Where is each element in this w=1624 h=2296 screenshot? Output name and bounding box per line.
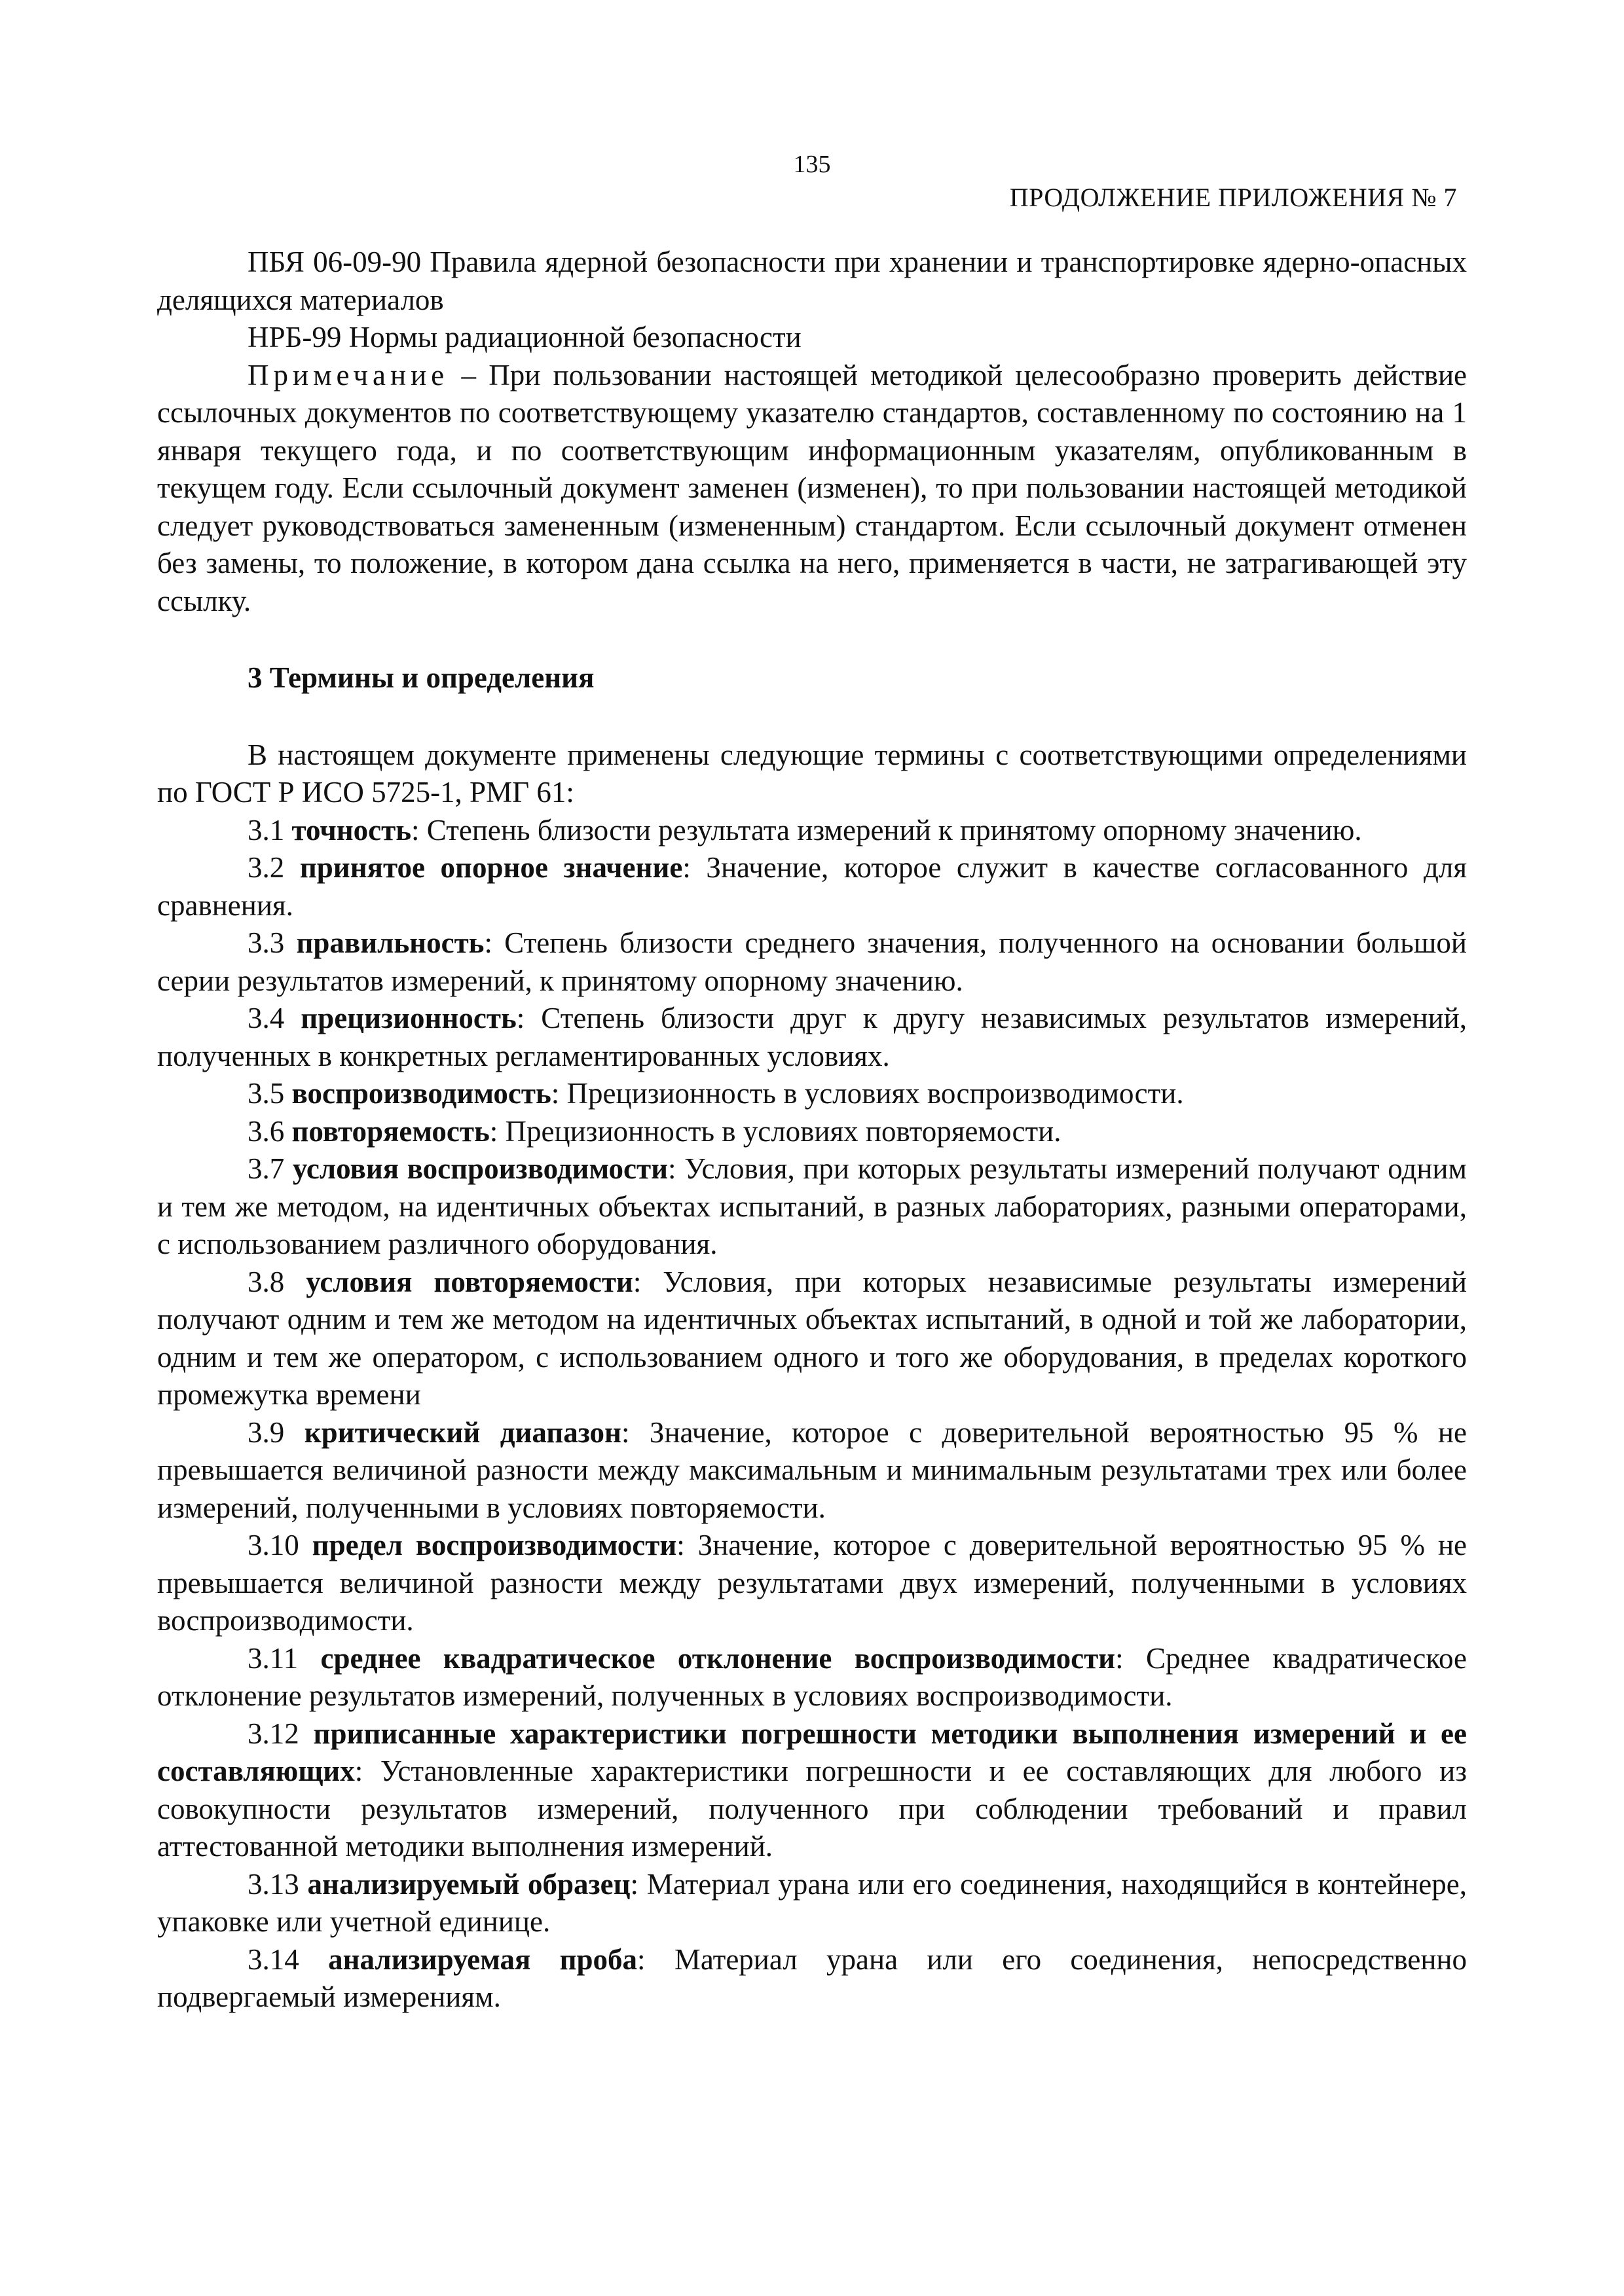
term-text: : Материал урана или его соединения, непосредственно подвергаемый измерениям.: [157, 1942, 1467, 2013]
term-definition: [157, 1113, 1467, 1151]
term-definition: [157, 1414, 1467, 1527]
term-number: 3.13: [248, 1867, 308, 1901]
term-name: правильность: [296, 926, 485, 959]
term-name: условия повторяемости: [306, 1265, 633, 1298]
term-text: : Условия, при которых результаты измерений получают одним и тем же методом, на идентичных объектах испытаний, в разных лабораториях, разными операторами, с использованием различного оборудования.: [157, 1152, 1467, 1260]
term-name: повторяемость: [291, 1114, 490, 1148]
term-name: прецизионность: [301, 1002, 517, 1034]
term-number: 3.4: [248, 1002, 301, 1034]
term-definition: [157, 924, 1467, 1000]
term-number: 3.1: [248, 813, 292, 847]
reference-item: ПБЯ 06-09-90 Правила ядерной безопасности при хранении и транспортировке ядерно-опасных делящихся материалов: [157, 246, 1467, 316]
section-intro: В настоящем документе применены следующие термины с соответствующими определениями по ГОСТ Р ИСО 5725-1, РМГ 61:: [157, 738, 1467, 809]
term-definition: [157, 1640, 1467, 1715]
term-text: : Материал урана или его соединения, находящийся в контейнере, упаковке или учетной единице.: [157, 1867, 1467, 1938]
running-header: ПРОДОЛЖЕНИЕ ПРИЛОЖЕНИЯ № 7: [1009, 183, 1457, 212]
section-title: 3 Термины и определения: [248, 661, 595, 694]
term-text: : Степень близости друг к другу независимых результатов измерений, полученных в конкретных регламентированных условиях.: [157, 1002, 1467, 1072]
term-definition: [157, 1527, 1467, 1640]
term-name: анализируемый образец: [307, 1867, 631, 1901]
term-text: : Значение, которое служит в качестве согласованного для сравнения.: [157, 851, 1467, 922]
term-definition: [157, 1715, 1467, 1866]
term-definition: [157, 1264, 1467, 1414]
term-definition: [157, 1000, 1467, 1075]
term-text: : Условия, при которых независимые результаты измерений получают одним и тем же методом на идентичных объектах испытаний, в одной и той же лаборатории, одним и тем же оператором, с использованием одного и того же оборудования, в пределах короткого промежутка времени: [157, 1265, 1467, 1411]
term-text: : Степень близости результата измерений к принятому опорному значению.: [411, 813, 1362, 847]
term-number: 3.7: [248, 1152, 293, 1185]
term-number: 3.14: [248, 1942, 329, 1976]
note-label: Примечание: [248, 358, 449, 392]
term-text: : Степень близости среднего значения, полученного на основании большой серии результатов измерений, к принятому опорному значению.: [157, 926, 1467, 997]
term-number: 3.11: [248, 1641, 321, 1675]
term-definition: [157, 1941, 1467, 2016]
terms-list: [157, 812, 1467, 2016]
term-definition: [157, 812, 1467, 850]
term-text: : Установленные характеристики погрешности и ее составляющих для любого из совокупности результатов измерений, полученного при соблюдении требований и правил аттестованной методики выполнения измерений.: [157, 1755, 1467, 1863]
page-number: 135: [793, 151, 831, 178]
term-text: : Среднее квадратическое отклонение результатов измерений, полученных в условиях воспроизводимости.: [157, 1641, 1467, 1712]
term-name: принятое опорное значение: [299, 851, 683, 884]
term-definition: [157, 849, 1467, 924]
term-text: : Значение, которое с доверительной вероятностью 95 % не превышается величиной разности между максимальным и минимальным результатами трех или более измерений, полученными в условиях повторяемости.: [157, 1415, 1467, 1524]
term-name: критический диапазон: [304, 1415, 621, 1449]
note-text: – При пользовании настоящей методикой целесообразно проверить действие ссылочных документов по соответствующему указателю стандартов, составленному по состоянию на 1 января текущего года, и по соответствующим информационным указателям, опубликованным в текущем году. Если ссылочный документ заменен (изменен), то при пользовании настоящей методикой следует руководствоваться замененным (измененным) стандартом. Если ссылочный документ отменен без замены, то положение, в котором дана ссылка на него, применяется в части, не затрагивающей эту ссылку.: [157, 358, 1467, 617]
term-name: точность: [291, 813, 412, 847]
term-name: воспроизводимость: [291, 1077, 551, 1110]
term-number: 3.3: [248, 926, 297, 959]
term-text: : Прецизионность в условиях повторяемости.: [489, 1114, 1061, 1148]
term-number: 3.9: [248, 1415, 304, 1449]
term-number: 3.6: [248, 1114, 292, 1148]
note-paragraph: [157, 357, 1467, 621]
term-number: 3.5: [248, 1077, 292, 1110]
term-number: 3.12: [248, 1717, 314, 1750]
term-name: анализируемая проба: [328, 1942, 638, 1976]
term-name: приписанные характеристики погрешности методики выполнения измерений и ее составляющих: [157, 1717, 1467, 1787]
term-name: предел воспроизводимости: [312, 1529, 677, 1561]
term-number: 3.10: [248, 1529, 312, 1561]
page-content: [157, 244, 1467, 2016]
term-definition: [157, 1075, 1467, 1113]
term-text: : Прецизионность в условиях воспроизводимости.: [551, 1077, 1184, 1110]
term-definition: [157, 1866, 1467, 1941]
term-definition: [157, 1150, 1467, 1264]
term-text: : Значение, которое с доверительной вероятностью 95 % не превышается величиной разности между результатами двух измерений, полученными в условиях воспроизводимости.: [157, 1529, 1467, 1637]
term-name: среднее квадратическое отклонение воспроизводимости: [320, 1641, 1116, 1675]
term-number: 3.8: [248, 1265, 306, 1298]
reference-item: НРБ-99 Нормы радиационной безопасности: [248, 321, 802, 354]
term-name: условия воспроизводимости: [292, 1152, 669, 1185]
term-number: 3.2: [248, 851, 300, 884]
